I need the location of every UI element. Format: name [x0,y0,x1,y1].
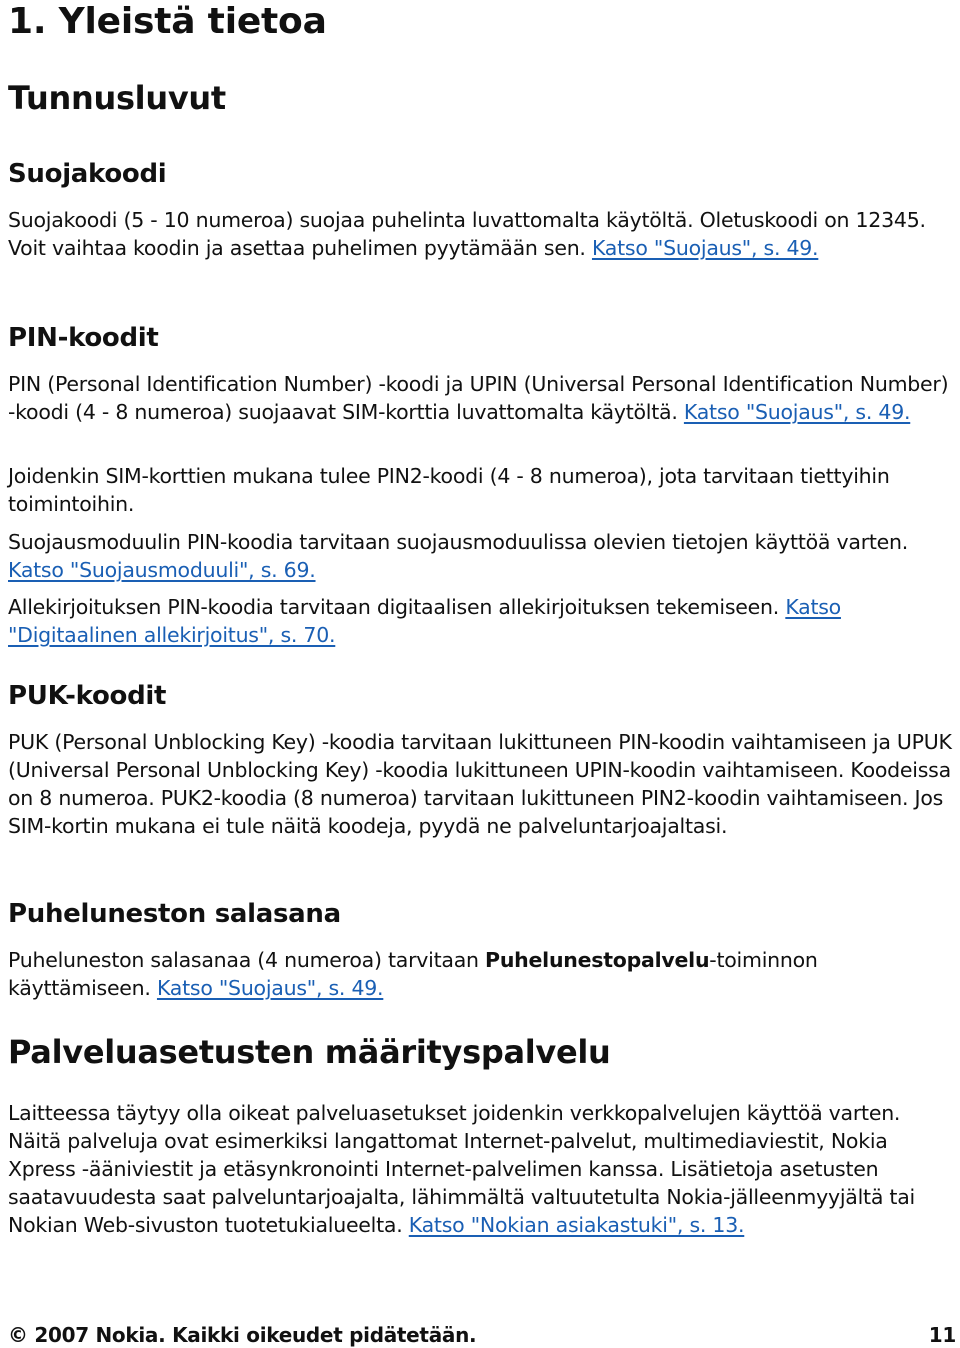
heading-suojakoodi: Suojakoodi [8,159,167,189]
paragraph-text: -toiminnon käyttämiseen. [8,948,818,1000]
link-digitaalinen-allekirjoitus[interactable]: Katso "Digitaalinen allekirjoitus", s. 70. [8,595,841,647]
section-title-palveluasetukset: Palveluasetusten määrityspalvelu [8,1033,611,1071]
paragraph-palveluasetukset [8,1099,958,1239]
paragraph-text: Allekirjoituksen PIN-koodia tarvitaan digitaalisen allekirjoituksen tekemiseen. [8,595,786,619]
paragraph-salasana [8,946,958,1002]
paragraph-text: Laitteessa täytyy olla oikeat palveluasetukset joidenkin verkkopalvelujen käyttöä varten. Näitä palveluja ovat esimerkiksi langattomat Internet-palvelut, multimediaviestit, Nokia Xpress -ääniviestit ja etäsynkronointi Internet-palvelimen kanssa. Lisätietoja asetusten saatavuudesta saat palveluntarjoajalta, lähimmältä valtuutetulta Nokia-jälleenmyyjältä tai Nokian Web-sivuston tuotetukialueelta. [8,1101,915,1237]
link-suojaus[interactable]: Katso "Suojaus", s. 49. [591,236,819,260]
paragraph-pin-2: Joidenkin SIM-korttien mukana tulee PIN2-koodi (4 - 8 numeroa), jota tarvitaan tiettyihin toimintoihin. [8,464,890,516]
link-suojaus[interactable]: Katso "Suojaus", s. 49. [156,976,384,1000]
page-footer [8,1322,956,1348]
heading-puk-koodit: PUK-koodit [8,681,167,711]
link-suojaus[interactable]: Katso "Suojaus", s. 49. [683,400,911,424]
paragraph-suojakoodi [8,206,958,262]
chapter-title: 1. Yleistä tietoa [8,1,327,42]
paragraph-text: Suojakoodi (5 - 10 numeroa) suojaa puhelinta luvattomalta käytöltä. Oletuskoodi on 12345. Voit vaihtaa koodin ja asettaa puhelimen pyytämään sen. [8,208,926,260]
paragraph-text: Puheluneston salasanaa (4 numeroa) tarvitaan [8,948,486,972]
link-suojausmoduuli[interactable]: Katso "Suojausmoduuli", s. 69. [8,558,316,582]
paragraph-pin-1 [8,370,958,426]
paragraph-pin-3 [8,528,958,584]
heading-pin-koodit: PIN-koodit [8,323,159,353]
link-nokian-asiakastuki[interactable]: Katso "Nokian asiakastuki", s. 13. [408,1213,745,1237]
paragraph-puk: PUK (Personal Unblocking Key) -koodia tarvitaan lukittuneen PIN-koodin vaihtamiseen ja UPUK (Universal Personal Unblocking Key) -koodia lukittuneen UPIN-koodin vaihtamiseen. Koodeissa on 8 numeroa. PUK2-koodia (8 numeroa) tarvitaan lukittuneen PIN2-koodin vaihtamiseen. Jos SIM-kortin mukana ei tule näitä koodeja, pyydä ne palveluntarjoajaltasi. [8,730,952,838]
paragraph-pin-4 [8,593,958,649]
heading-puheluneston-salasana: Puheluneston salasana [8,899,341,929]
section-title-tunnusluvut: Tunnusluvut [8,79,226,117]
paragraph-text: Suojausmoduulin PIN-koodia tarvitaan suojausmoduulissa olevien tietojen käyttöä varten. [8,530,909,554]
footer-copyright: © 2007 Nokia. Kaikki oikeudet pidätetään. [8,1323,477,1347]
paragraph-text: PIN (Personal Identification Number) -koodi ja UPIN (Universal Personal Identification Number) -koodi (4 - 8 numeroa) suojaavat SIM-korttia luvattomalta käytöltä. [8,372,949,424]
bold-term-puhelunestopalvelu: Puhelunestopalvelu [485,948,710,972]
page-number: 11 [928,1323,956,1347]
